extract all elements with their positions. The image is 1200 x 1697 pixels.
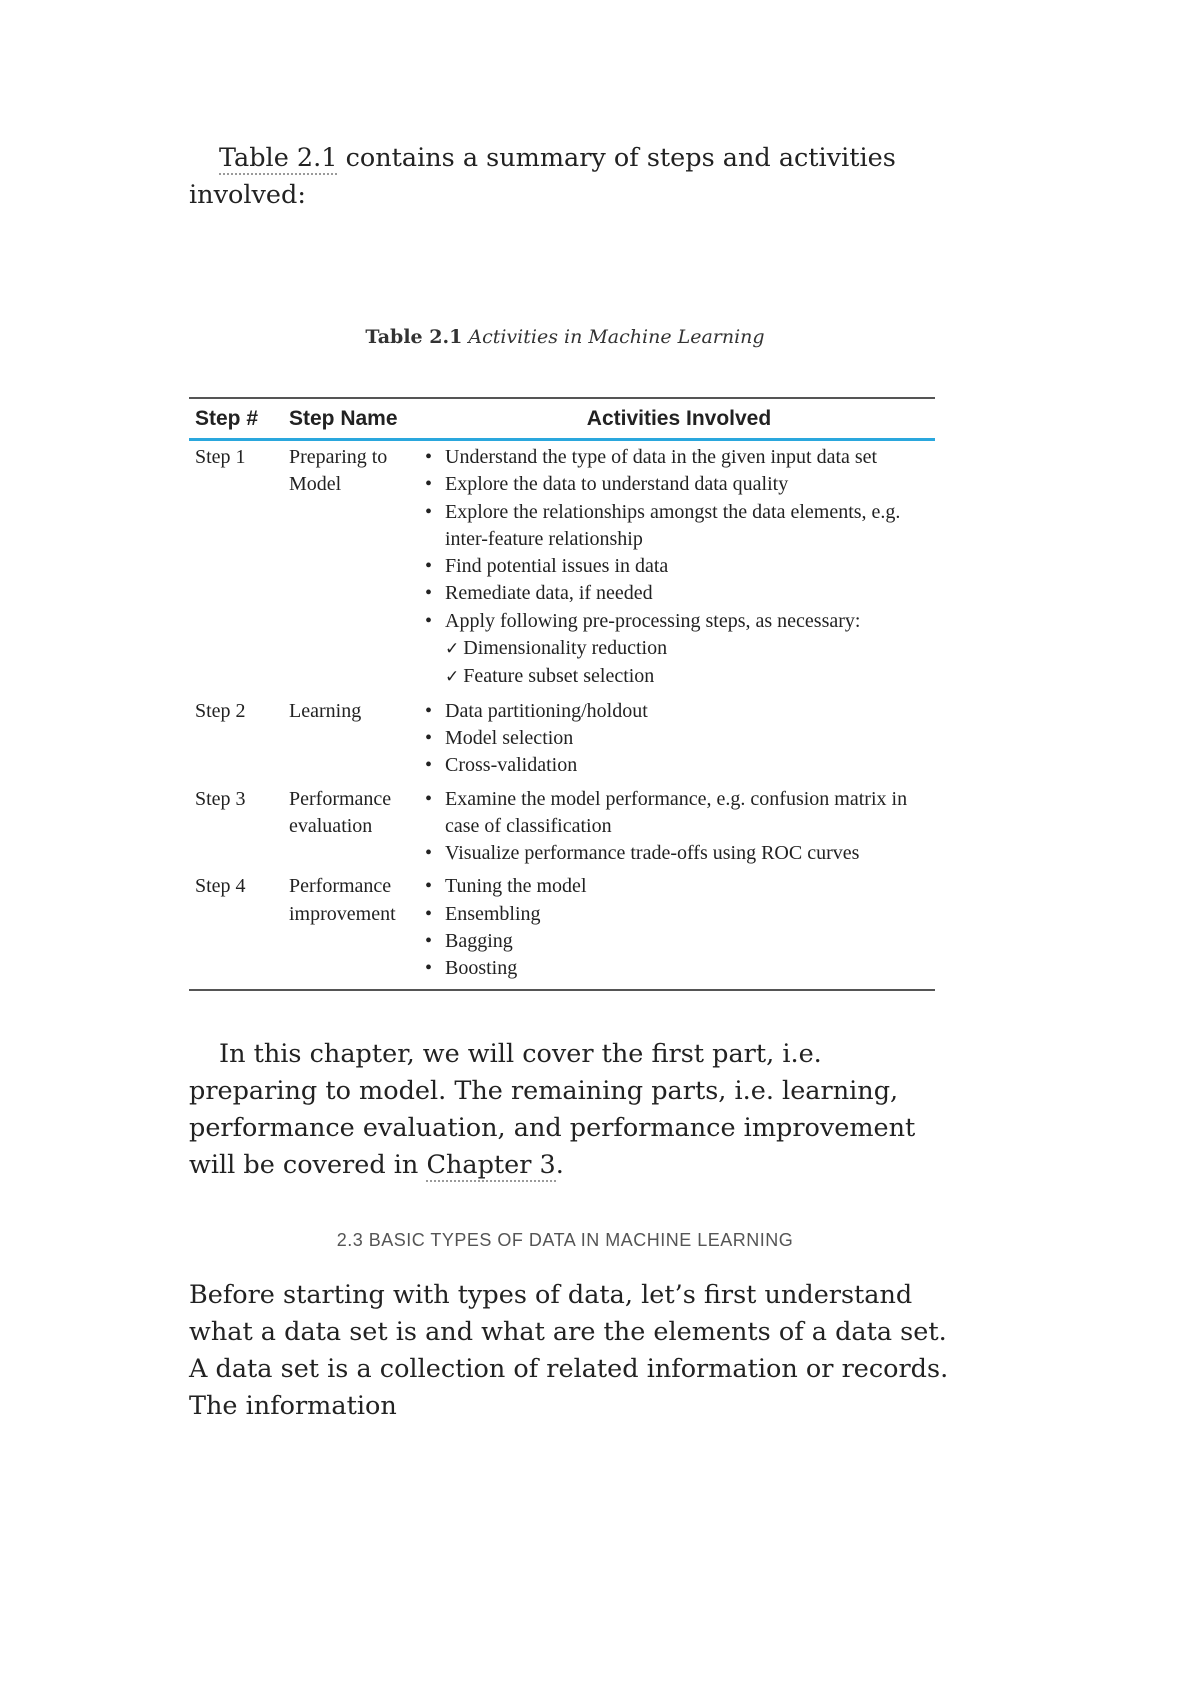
checkmark-icon: ✓ bbox=[445, 667, 460, 688]
section-heading: 2.3 BASIC TYPES OF DATA IN MACHINE LEARNING bbox=[336, 1230, 794, 1250]
step-name-cell bbox=[289, 440, 423, 695]
chapter-text: In this chapter, we will cover the first part, i.e. preparing to model. The remaining parts, i.e. learning, performance evaluation, and performance improvement will be covered in bbox=[189, 1039, 916, 1180]
table-caption-title: Activities in Machine Learning bbox=[468, 326, 765, 348]
step-number-cell: Step 4 bbox=[189, 870, 289, 989]
step-name-line: Performance bbox=[289, 787, 392, 810]
activity-item: • Boosting bbox=[423, 955, 935, 982]
header-step-number: Step # bbox=[189, 398, 289, 440]
activities-cell bbox=[423, 870, 935, 989]
step-name-cell bbox=[289, 870, 423, 989]
step-name-cell bbox=[289, 695, 423, 783]
sub-activity-item bbox=[445, 663, 935, 691]
table-row bbox=[189, 440, 935, 695]
activity-item: • Tuning the model bbox=[423, 873, 935, 900]
step-number-cell: Step 3 bbox=[195, 787, 246, 810]
table-row bbox=[189, 783, 935, 871]
step-name-line: evaluation bbox=[289, 814, 373, 837]
chapter-3-link[interactable]: Chapter 3 bbox=[426, 1150, 556, 1180]
activity-item: • Bagging bbox=[423, 928, 935, 955]
activity-item: • Data partitioning/holdout bbox=[423, 698, 935, 725]
step-name-line: Performance bbox=[289, 875, 392, 898]
table-row bbox=[189, 870, 935, 989]
activities-cell bbox=[423, 695, 935, 783]
chapter-paragraph bbox=[189, 1036, 949, 1184]
activity-item: • Explore the data to understand data quality bbox=[423, 471, 935, 498]
activity-item-text: Apply following pre-processing steps, as necessary: bbox=[445, 609, 861, 632]
table-row bbox=[189, 695, 935, 783]
activity-item: • Find potential issues in data bbox=[423, 553, 935, 580]
preprocessing-sublist bbox=[445, 635, 935, 692]
activity-item: • Remediate data, if needed bbox=[423, 580, 935, 607]
table-header-row bbox=[189, 398, 935, 440]
table-caption-label: Table 2.1 bbox=[365, 326, 463, 348]
step-name-line: Learning bbox=[289, 699, 362, 722]
activities-list bbox=[423, 873, 935, 982]
sub-activity-item bbox=[445, 635, 935, 663]
activities-cell bbox=[423, 783, 935, 871]
data-set-paragraph: Before starting with types of data, let’s first understand what a data set is and what are the elements of a data set. A data set is a collection of related information or records. The information bbox=[189, 1280, 949, 1421]
activities-cell bbox=[423, 440, 935, 695]
step-number-cell: Step 2 bbox=[195, 699, 246, 722]
activity-item: • Model selection bbox=[423, 725, 935, 752]
step-name-line: Model bbox=[289, 473, 342, 496]
activity-item: • Cross-validation bbox=[423, 752, 935, 779]
header-step-name: Step Name bbox=[289, 398, 423, 440]
step-name-line: Preparing to bbox=[289, 446, 388, 468]
activity-item: • Visualize performance trade-offs using ROC curves bbox=[423, 840, 935, 867]
step-number-cell: Step 1 bbox=[195, 446, 246, 468]
activities-list bbox=[423, 698, 935, 780]
activity-item: • Examine the model performance, e.g. confusion matrix in case of classification bbox=[423, 786, 935, 841]
table-2-1-link[interactable]: Table 2.1 bbox=[219, 143, 338, 173]
activities-list bbox=[423, 444, 935, 692]
step-name-line: improvement bbox=[289, 902, 396, 925]
activity-item: • Explore the relationships amongst the data elements, e.g. inter-feature relationship bbox=[423, 499, 935, 554]
activity-item: • Understand the type of data in the given input data set bbox=[423, 444, 935, 471]
activities-table bbox=[189, 397, 935, 991]
sub-activity-text: Feature subset selection bbox=[463, 665, 655, 688]
activities-list bbox=[423, 786, 935, 868]
intro-text: contains a summary of steps and activities involved: bbox=[189, 143, 896, 210]
sub-activity-text: Dimensionality reduction bbox=[463, 637, 668, 660]
activity-item: • Ensembling bbox=[423, 901, 935, 928]
intro-paragraph bbox=[189, 140, 949, 214]
step-name-cell bbox=[289, 783, 423, 871]
checkmark-icon: ✓ bbox=[445, 639, 460, 660]
header-activities: Activities Involved bbox=[423, 398, 935, 440]
chapter-suffix: . bbox=[555, 1150, 564, 1180]
table-caption bbox=[0, 326, 1130, 348]
activity-item bbox=[423, 608, 935, 692]
